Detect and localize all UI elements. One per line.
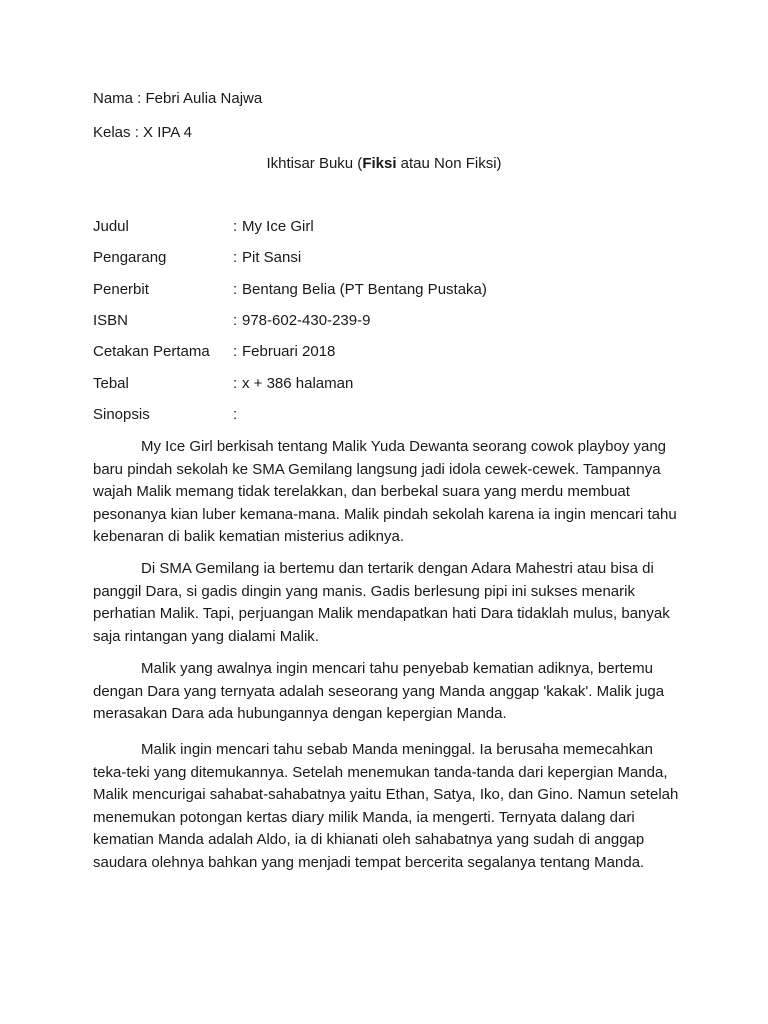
detail-colon: : [233,281,238,298]
detail-colon: : [233,343,238,360]
detail-label: Cetakan Pertama [93,343,210,360]
detail-label: Sinopsis [93,406,150,423]
detail-row-cetakan [93,342,693,364]
detail-label: Tebal [93,375,129,392]
detail-row-tebal [93,374,693,396]
synopsis-paragraph-3: Malik yang awalnya ingin mencari tahu penyebab kematian adiknya, bertemu dengan Dara yang ternyata adalah seseorang yang Manda anggap 'kakak'. Malik juga merasakan Dara ada hubungannya dengan kepergian Manda. [93,660,665,723]
detail-row-judul [93,217,693,239]
detail-colon: : [233,406,238,423]
detail-row-sinopsis [93,405,693,427]
detail-value: Pit Sansi [242,249,302,266]
synopsis-paragraph-1: My Ice Girl berkisah tentang Malik Yuda Dewanta seorang cowok playboy yang baru pindah sekolah ke SMA Gemilang langsung jadi idola cewek-cewek. Tampannya wajah Malik memang tidak terelakkan, dan berbekal suara yang merdu membuat pesonanya kian luber kemana-mana. Malik pindah sekolah karena ia ingin mencari tahu kebenaran di balik kematian misterius adiknya. [93,438,677,546]
detail-row-isbn [93,311,693,333]
document-title [0,154,768,174]
detail-value: Februari 2018 [242,343,336,360]
student-class: Kelas : X IPA 4 [93,124,192,141]
detail-value: Bentang Belia (PT Bentang Pustaka) [242,281,487,298]
synopsis-paragraph-4: Malik ingin mencari tahu sebab Manda meninggal. Ia berusaha memecahkan teka-teki yang ditemukannya. Setelah menemukan tanda-tanda dari kepergian Manda, Malik mencurigai sahabat-sahabatnya yaitu Ethan, Satya, Iko, dan Gino. Namun setelah menemukan potongan kertas diary milik Manda, ia mengerti. Ternyata dalang dari kematian Manda adalah Aldo, ia di khianati oleh sahabatnya yang sudah di anggap saudara olehnya bahkan yang menjadi tempat bercerita segalanya tentang Manda. [93,741,679,871]
detail-value: x + 386 halaman [242,375,354,392]
title-bold-word: Fiksi [362,155,397,172]
detail-colon: : [233,312,238,329]
detail-label: Judul [93,218,129,235]
title-prefix: Ikhtisar Buku ( [266,155,363,172]
synopsis-paragraph-2: Di SMA Gemilang ia bertemu dan tertarik dengan Adara Mahestri atau bisa di panggil Dara, si gadis dingin yang manis. Gadis berlesung pipi ini sukses menarik perhatian Malik. Tapi, perjuangan Malik mendapatkan hati Dara tidaklah mulus, banyak saja rintangan yang dialami Malik. [93,560,670,645]
detail-row-pengarang [93,248,693,270]
detail-value: 978-602-430-239-9 [242,312,371,329]
detail-value: My Ice Girl [242,218,314,235]
title-suffix: atau Non Fiksi) [396,155,502,172]
student-name: Nama : Febri Aulia Najwa [93,90,263,107]
detail-label: ISBN [93,312,129,329]
detail-colon: : [233,218,238,235]
detail-label: Pengarang [93,249,167,266]
detail-row-penerbit [93,280,693,302]
detail-colon: : [233,375,238,392]
detail-label: Penerbit [93,281,149,298]
detail-colon: : [233,249,238,266]
